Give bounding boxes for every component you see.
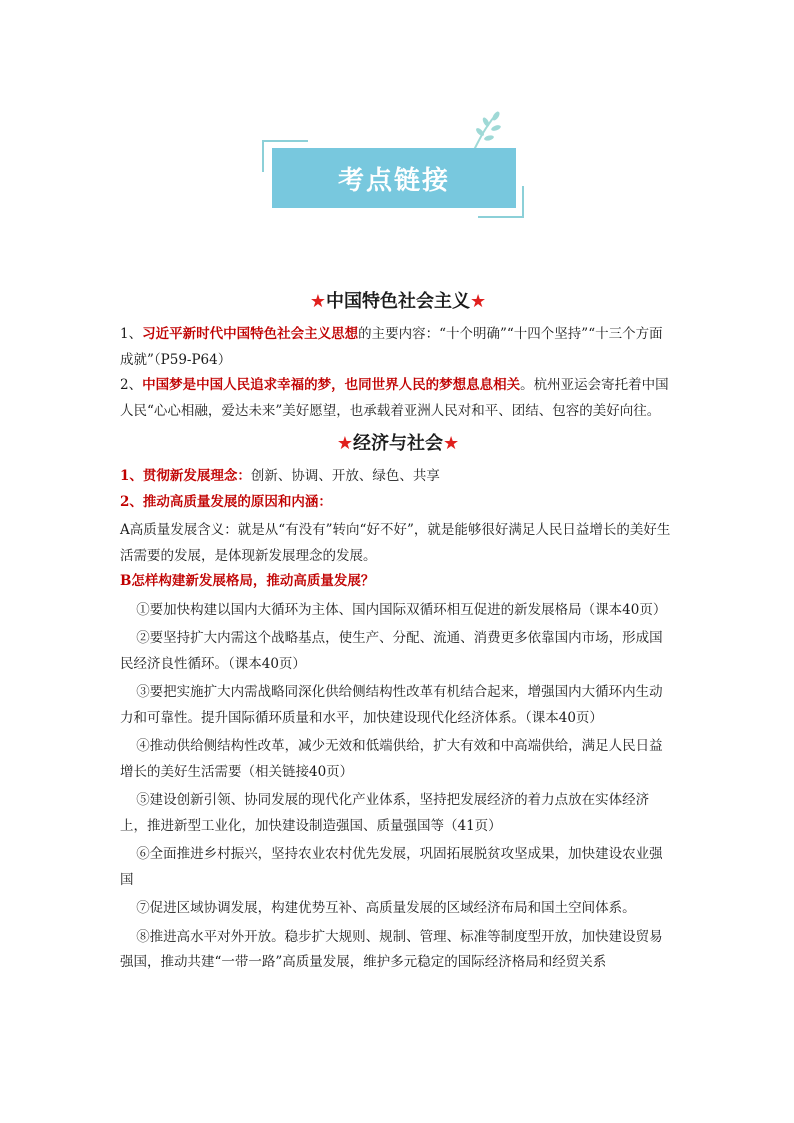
list-item: ⑤建设创新引领、协同发展的现代化产业体系，坚持把发展经济的着力点放在实体经济上，推进新型工业化，加快建设制造强国、质量强国等（41页） <box>120 792 650 834</box>
paragraph: A高质量发展含义：就是从“有没有”转向“好不好”，就是能够很好满足人民日益增长的美好生活需要的发展，是体现新发展理念的发展。 <box>120 522 671 564</box>
star-icon: ★ <box>309 291 326 312</box>
list-item: ②要坚持扩大内需这个战略基点，使生产、分配、流通、消费更多依靠国内市场，形成国民经济良性循环。（课本40页） <box>120 630 663 672</box>
section-title-text: 经济与社会 <box>353 433 443 454</box>
star-icon: ★ <box>443 433 460 454</box>
list-item: ④推动供给侧结构性改革，减少无效和低端供给，扩大有效和中高端供给，满足人民日益增长的美好生活需要（相关链接40页） <box>120 738 663 780</box>
page-title: 考点链接 <box>337 165 450 196</box>
paragraph <box>120 490 676 516</box>
list-item: ③要把实施扩大内需战略同深化供给侧结构性改革有机结合起来，增强国内大循环内生动力和可靠性。提升国际循环质量和水平，加快建设现代化经济体系。（课本40页） <box>120 684 663 726</box>
highlight-text: 中国梦是中国人民追求幸福的梦，也同世界人民的梦想息息相关 <box>142 377 521 393</box>
document-body <box>120 284 676 976</box>
section-title-economy <box>120 430 676 458</box>
list-item: ①要加快构建以国内大循环为主体、国内国际双循环相互促进的新发展格局（课本40页） <box>136 601 667 618</box>
section-title-text: 中国特色社会主义 <box>326 291 470 312</box>
subheading: B怎样构建新发展格局，推动高质量发展？ <box>120 573 375 589</box>
list-item: ⑧推进高水平对外开放。稳步扩大规则、规制、管理、标准等制度型开放，加快建设贸易强国，推动共建“一带一路”高质量发展，维护多元稳定的国际经济格局和经贸关系 <box>120 928 663 970</box>
highlight-text: 习近平新时代中国特色社会主义思想 <box>142 326 359 342</box>
star-icon: ★ <box>470 291 487 312</box>
banner-box <box>272 148 516 208</box>
list-item: ⑦促进区域协调发展，构建优势互补、高质量发展的区域经济布局和国土空间体系。 <box>136 900 636 916</box>
paragraph: 1、习近平新时代中国特色社会主义思想的主要内容：“十个明确”“十四个坚持”“十三个方面成就”（P59-P64） <box>120 326 663 368</box>
paragraph: 2、中国梦是中国人民追求幸福的梦，也同世界人民的梦想息息相关。杭州亚运会寄托着中国人民“心心相融，爱达未来”美好愿望，也承载着亚洲人民对和平、团结、包容的美好向往。 <box>120 377 669 419</box>
highlight-text: 2、推动高质量发展的原因和内涵： <box>120 493 332 510</box>
header-banner <box>262 140 524 218</box>
section-title-socialism <box>120 288 676 316</box>
highlight-text: 1、贯彻新发展理念： <box>120 468 251 484</box>
list-item: ⑥全面推进乡村振兴，坚持农业农村优先发展，巩固拓展脱贫攻坚成果，加快建设农业强国 <box>120 846 663 888</box>
paragraph: 1、贯彻新发展理念：创新、协调、开放、绿色、共享 <box>120 468 440 484</box>
star-icon: ★ <box>336 433 353 454</box>
